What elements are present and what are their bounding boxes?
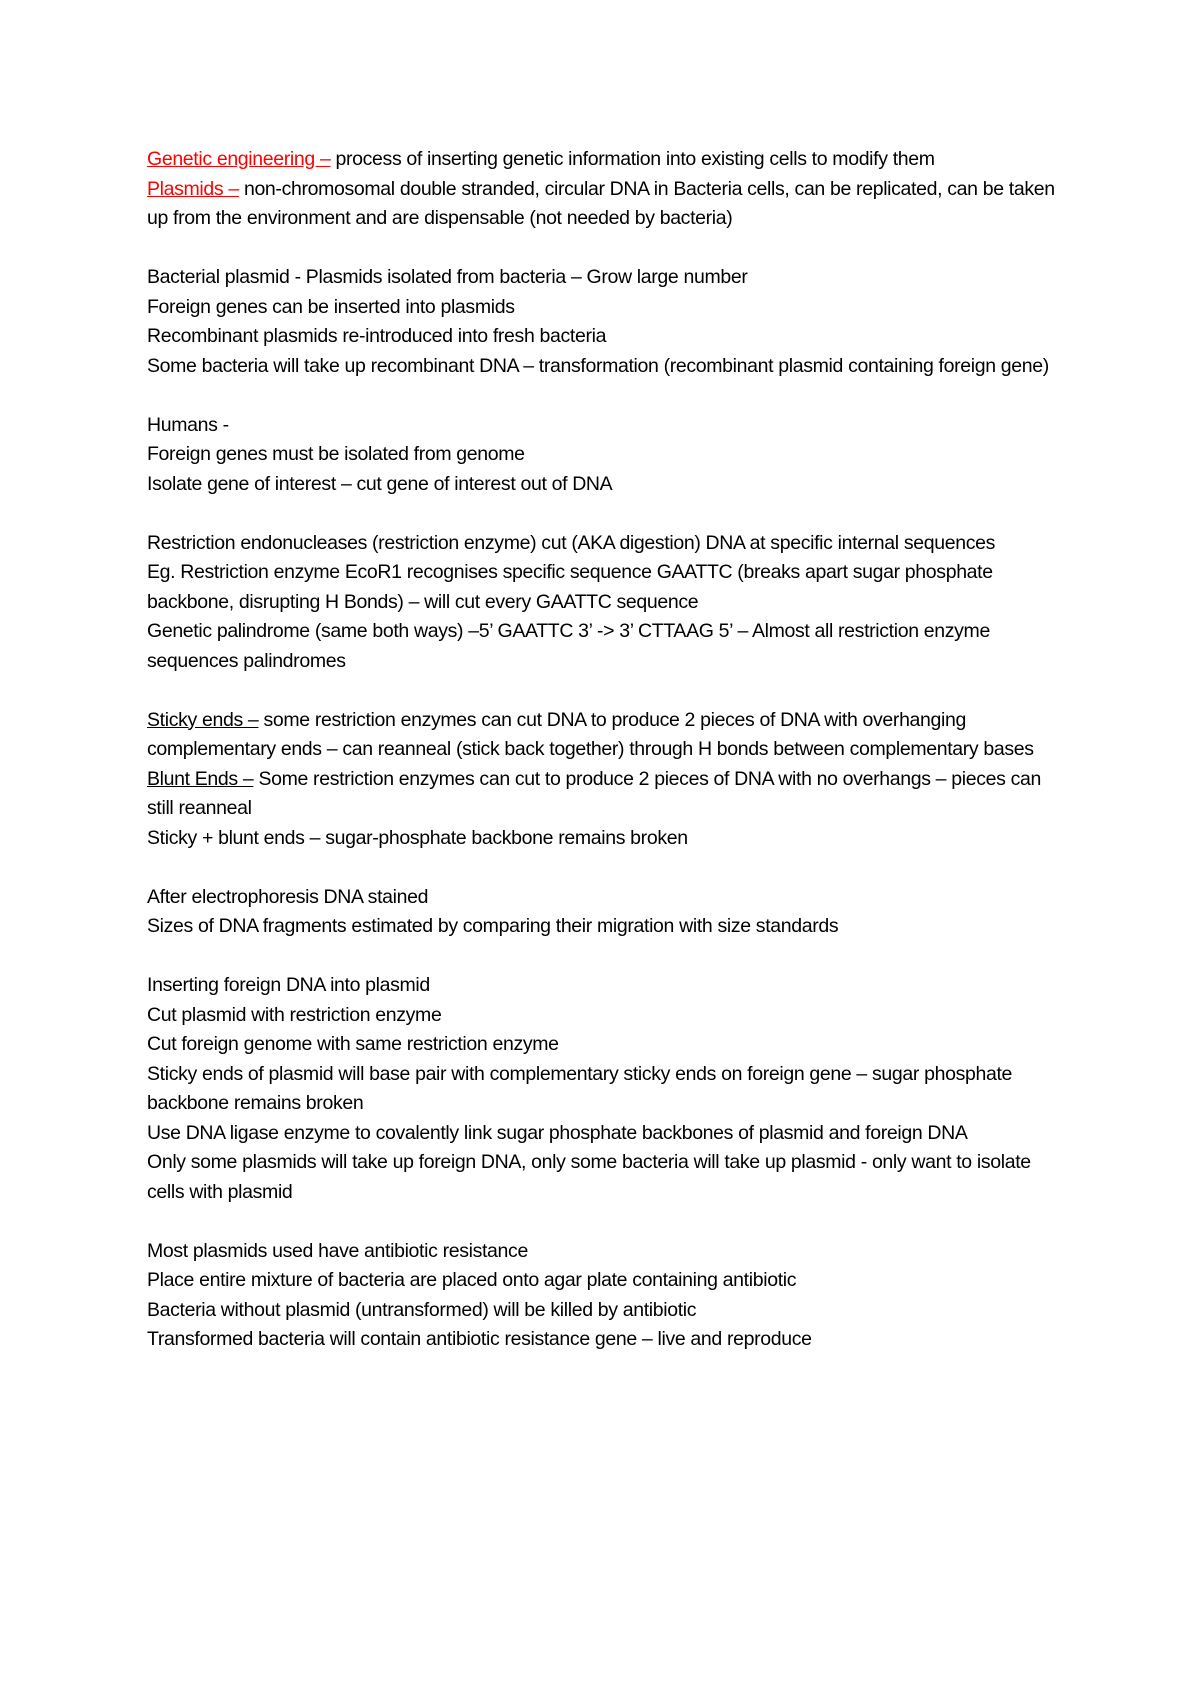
blank-line [147,942,1070,972]
note-paragraph [147,1030,1070,1060]
notes-section [147,411,1070,500]
term-heading: Genetic engineering – [147,148,331,170]
paragraph-text: Some restriction enzymes can cut to produce 2 pieces of DNA with no overhangs – pieces can still reanneal [147,767,1041,819]
paragraph-text: Sticky ends of plasmid will base pair with complementary sticky ends on foreign gene – sugar phosphate backbone remains broken [147,1062,1013,1114]
paragraph-text: some restriction enzymes can cut DNA to produce 2 pieces of DNA with overhanging complementary ends – can reanneal (stick back together) through H bonds between complementary bases [147,708,1034,760]
paragraph-text: non-chromosomal double stranded, circular DNA in Bacteria cells, can be replicated, can be taken up from the environment and are dispensable (not needed by bacteria) [147,177,1055,229]
note-paragraph [147,145,1070,175]
paragraph-text: Bacteria without plasmid (untransformed) will be killed by antibiotic [147,1298,697,1321]
paragraph-text: Place entire mixture of bacteria are placed onto agar plate containing antibiotic [147,1269,797,1291]
paragraph-text: Inserting foreign DNA into plasmid [147,974,430,996]
paragraph-text: Cut foreign genome with same restriction enzyme [147,1033,559,1055]
paragraph-text: Use DNA ligase enzyme to covalently link sugar phosphate backbones of plasmid and foreign DNA [147,1121,968,1144]
note-paragraph [147,1119,1070,1149]
blank-line [147,853,1070,883]
paragraph-text: Restriction endonucleases (restriction enzyme) cut (AKA digestion) DNA at specific internal sequences [147,531,995,554]
paragraph-text: Genetic palindrome (same both ways) –5’ GAATTC 3’ -> 3’ CTTAAG 5’ – Almost all restriction enzyme sequences palindromes [147,620,990,672]
blank-line [147,234,1070,264]
note-paragraph [147,175,1070,234]
notes-section [147,145,1070,234]
blank-line [147,676,1070,706]
note-paragraph [147,352,1070,382]
paragraph-text: Only some plasmids will take up foreign DNA, only some bacteria will take up plasmid - only want to isolate cells with plasmid [147,1151,1031,1203]
notes-section [147,883,1070,942]
note-paragraph [147,1266,1070,1296]
blank-line [147,499,1070,529]
note-paragraph [147,617,1070,676]
notes-section [147,706,1070,854]
paragraph-text: Humans - [147,413,229,436]
blank-line [147,1207,1070,1237]
note-paragraph [147,440,1070,470]
note-paragraph [147,263,1070,293]
paragraph-text: Sizes of DNA fragments estimated by comparing their migration with size standards [147,915,839,937]
notes-section [147,971,1070,1207]
paragraph-text: Isolate gene of interest – cut gene of interest out of DNA [147,472,613,495]
paragraph-text: Recombinant plasmids re-introduced into fresh bacteria [147,325,607,347]
note-paragraph [147,529,1070,559]
term-heading: Blunt Ends – [147,767,254,790]
note-paragraph [147,824,1070,854]
document-body [147,145,1070,1355]
paragraph-text: Sticky + blunt ends – sugar-phosphate backbone remains broken [147,826,688,849]
note-paragraph [147,322,1070,352]
paragraph-text: process of inserting genetic information into existing cells to modify them [330,148,935,170]
paragraph-text: Foreign genes must be isolated from genome [147,443,525,465]
note-paragraph [147,1237,1070,1267]
note-paragraph [147,971,1070,1001]
blank-line [147,381,1070,411]
note-paragraph [147,1060,1070,1119]
note-paragraph [147,1001,1070,1031]
note-paragraph [147,1296,1070,1326]
note-paragraph [147,706,1070,765]
note-paragraph [147,1325,1070,1355]
notes-section [147,529,1070,677]
note-paragraph [147,765,1070,824]
notes-section [147,263,1070,381]
paragraph-text: Transformed bacteria will contain antibiotic resistance gene – live and reproduce [147,1328,812,1350]
note-paragraph [147,883,1070,913]
paragraph-text: Bacterial plasmid - Plasmids isolated from bacteria – Grow large number [147,266,748,288]
notes-section [147,1237,1070,1355]
paragraph-text: After electrophoresis DNA stained [147,885,429,908]
note-paragraph [147,293,1070,323]
note-paragraph [147,411,1070,441]
paragraph-text: Some bacteria will take up recombinant DNA – transformation (recombinant plasmid containing foreign gene) [147,354,1049,377]
paragraph-text: Cut plasmid with restriction enzyme [147,1003,442,1026]
note-paragraph [147,558,1070,617]
paragraph-text: Foreign genes can be inserted into plasmids [147,295,515,318]
term-heading: Sticky ends – [147,708,259,731]
paragraph-text: Most plasmids used have antibiotic resistance [147,1239,528,1262]
note-paragraph [147,470,1070,500]
term-heading: Plasmids – [147,177,239,200]
paragraph-text: Eg. Restriction enzyme EcoR1 recognises specific sequence GAATTC (breaks apart sugar phosphate backbone, disrupting H Bonds) – will cut every GAATTC sequence [147,561,993,613]
note-paragraph [147,912,1070,942]
note-paragraph [147,1148,1070,1207]
